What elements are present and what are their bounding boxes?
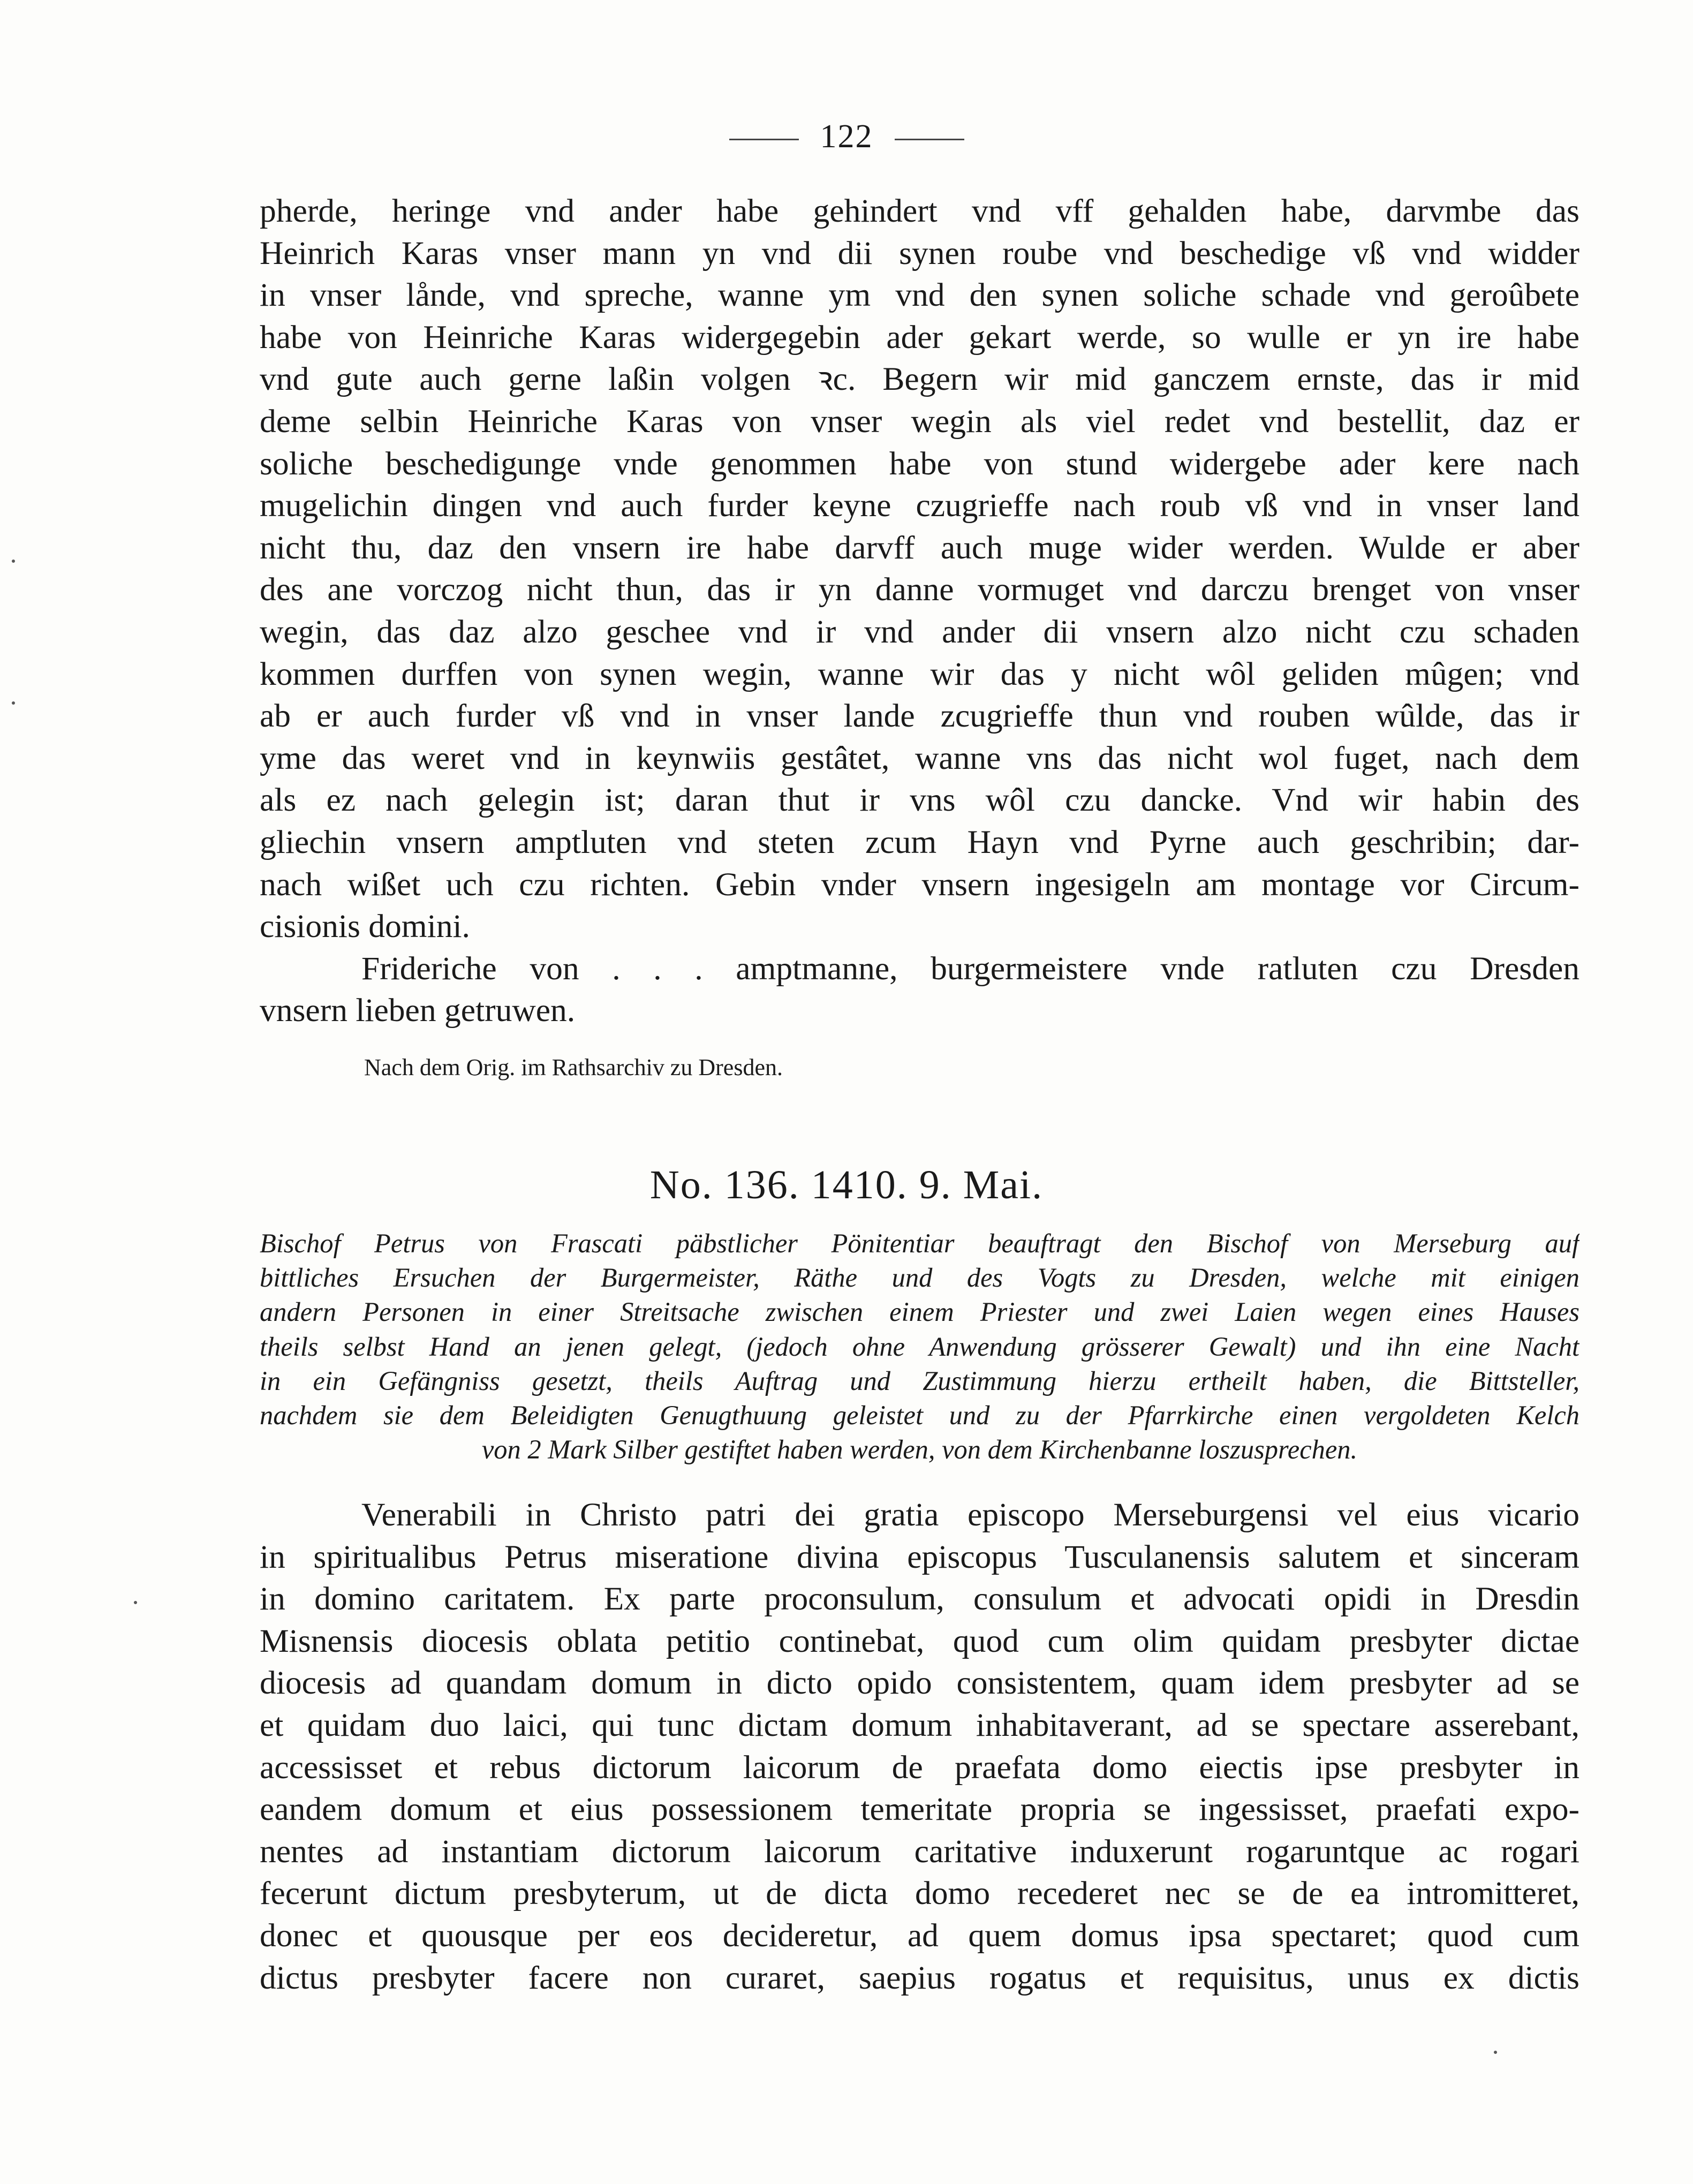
text-line: in vnser lånde, vnd spreche, wanne ym vnd den synen soliche schade vnd geroûbete: [260, 277, 1579, 314]
text-line: wegin, das daz alzo geschee vnd ir vnd ander dii vnsern alzo nicht czu schaden: [260, 613, 1579, 650]
letter-continuation: [260, 190, 1579, 1032]
summary-line: nachdem sie dem Beleidigten Genugthuung geleistet und zu der Pfarrkirche einen vergoldeten Kelch: [260, 1400, 1579, 1430]
text-line: ab er auch furder vß vnd in vnser lande zcugrieffe thun vnd rouben wûlde, das ir: [260, 698, 1579, 735]
summary-line: theils selbst Hand an jenen gelegt, (jedoch ohne Anwendung grösserer Gewalt) und ihn eine Nacht: [260, 1331, 1579, 1362]
text-line: eandem domum et eius possessionem temeritate propria se ingessisset, praefati expo-: [260, 1791, 1579, 1828]
text-line: als ez nach gelegin ist; daran thut ir vns wôl czu dancke. Vnd wir habin des: [260, 782, 1579, 819]
text-line: accessisset et rebus dictorum laicorum de praefata domo eiectis ipse presbyter in: [260, 1749, 1579, 1786]
text-line: gliechin vnsern amptluten vnd steten zcum Hayn vnd Pyrne auch geschribin; dar-: [260, 823, 1579, 860]
text-line: Misnensis diocesis oblata petitio continebat, quod cum olim quidam presbyter dictae: [260, 1622, 1579, 1659]
summary-line: bittliches Ersuchen der Burgermeister, Räthe und des Vogts zu Dresden, welche mit einigen: [260, 1263, 1579, 1293]
document-heading: No. 136. 1410. 9. Mai.: [649, 1162, 1044, 1207]
left-rule: [729, 139, 799, 140]
text-line: donec et quousque per eos decideretur, ad quem domus ipsa spectaret; quod cum: [260, 1917, 1579, 1954]
summary-line: in ein Gefängniss gesetzt, theils Auftrag und Zustimmung hierzu ertheilt haben, die Bittsteller,: [260, 1365, 1579, 1396]
address-line: Frideriche von . . . amptmanne, burgermeistere vnde ratluten czu Dresden: [361, 950, 1579, 987]
text-line: soliche beschedigunge vnde genommen habe von stund widergebe ader kere nach: [260, 445, 1579, 482]
text-line: nicht thu, daz den vnsern ire habe darvff auch muge wider werden. Wulde er aber: [260, 529, 1579, 566]
document-summary: [260, 1226, 1579, 1467]
text-line: deme selbin Heinriche Karas von vnser wegin als viel redet vnd bestellit, daz er: [260, 403, 1579, 440]
scan-speck: [134, 1601, 137, 1604]
source-note: Nach dem Orig. im Rathsarchiv zu Dresden.: [364, 1054, 783, 1080]
scan-speck: [12, 560, 15, 563]
document-body: [260, 1494, 1579, 1999]
summary-line: von 2 Mark Silber gestiftet haben werden, von dem Kirchenbanne loszusprechen.: [481, 1434, 1358, 1465]
text-line: yme das weret vnd in keynwiis gestâtet, wanne vns das nicht wol fuget, nach dem: [260, 739, 1579, 776]
text-line: kommen durffen von synen wegin, wanne wir das y nicht wôl geliden mûgen; vnd: [260, 655, 1579, 692]
text-line: habe von Heinriche Karas widergegebin ader gekart werde, so wulle er yn ire habe: [260, 319, 1579, 356]
scan-speck: [1494, 2051, 1497, 2054]
text-line: nentes ad instantiam dictorum laicorum caritative induxerunt rogaruntque ac rogari: [260, 1833, 1579, 1870]
text-line: Venerabili in Christo patri dei gratia episcopo Merseburgensi vel eius vicario: [361, 1497, 1579, 1533]
summary-line: Bischof Petrus von Frascati päbstlicher Pönitentiar beauftragt den Bischof von Merseburg auf: [260, 1228, 1579, 1258]
text-line: mugelichin dingen vnd auch furder keyne czugrieffe nach roub vß vnd in vnser land: [260, 487, 1579, 524]
text-line: cisionis domini.: [260, 908, 470, 945]
scan-speck: [12, 701, 15, 705]
text-line: pherde, heringe vnd ander habe gehindert vnd vff gehalden habe, darvmbe das: [260, 193, 1579, 229]
page-number: 122: [820, 118, 873, 155]
text-line: fecerunt dictum presbyterum, ut de dicta domo recederet nec se de ea intromitteret,: [260, 1875, 1579, 1912]
text-line: Heinrich Karas vnser mann yn vnd dii synen roube vnd beschedige vß vnd widder: [260, 235, 1579, 271]
text-line: nach wißet uch czu richten. Gebin vnder vnsern ingesigeln am montage vor Circum-: [260, 866, 1579, 903]
page-number-header: [0, 118, 1693, 156]
text-line: des ane vorczog nicht thun, das ir yn danne vormuget vnd darczu brenget von vnser: [260, 571, 1579, 608]
address-line: vnsern lieben getruwen.: [260, 992, 576, 1029]
text-line: et quidam duo laici, qui tunc dictam domum inhabitaverant, ad se spectare asserebant,: [260, 1706, 1579, 1743]
text-line: diocesis ad quandam domum in dicto opido consistentem, quam idem presbyter ad se: [260, 1665, 1579, 1702]
summary-line: andern Personen in einer Streitsache zwischen einem Priester und zwei Laien wegen eines Hauses: [260, 1297, 1579, 1327]
text-line: in spiritualibus Petrus miseratione divina episcopus Tusculanensis salutem et sinceram: [260, 1538, 1579, 1575]
text-line: in domino caritatem. Ex parte proconsulum, consulum et advocati opidi in Dresdin: [260, 1581, 1579, 1618]
right-rule: [895, 139, 964, 140]
text-line: vnd gute auch gerne laßin volgen ꝛc. Begern wir mid ganczem ernste, das ir mid: [260, 361, 1579, 398]
text-line: dictus presbyter facere non curaret, saepius rogatus et requisitus, unus ex dictis: [260, 1959, 1579, 1996]
